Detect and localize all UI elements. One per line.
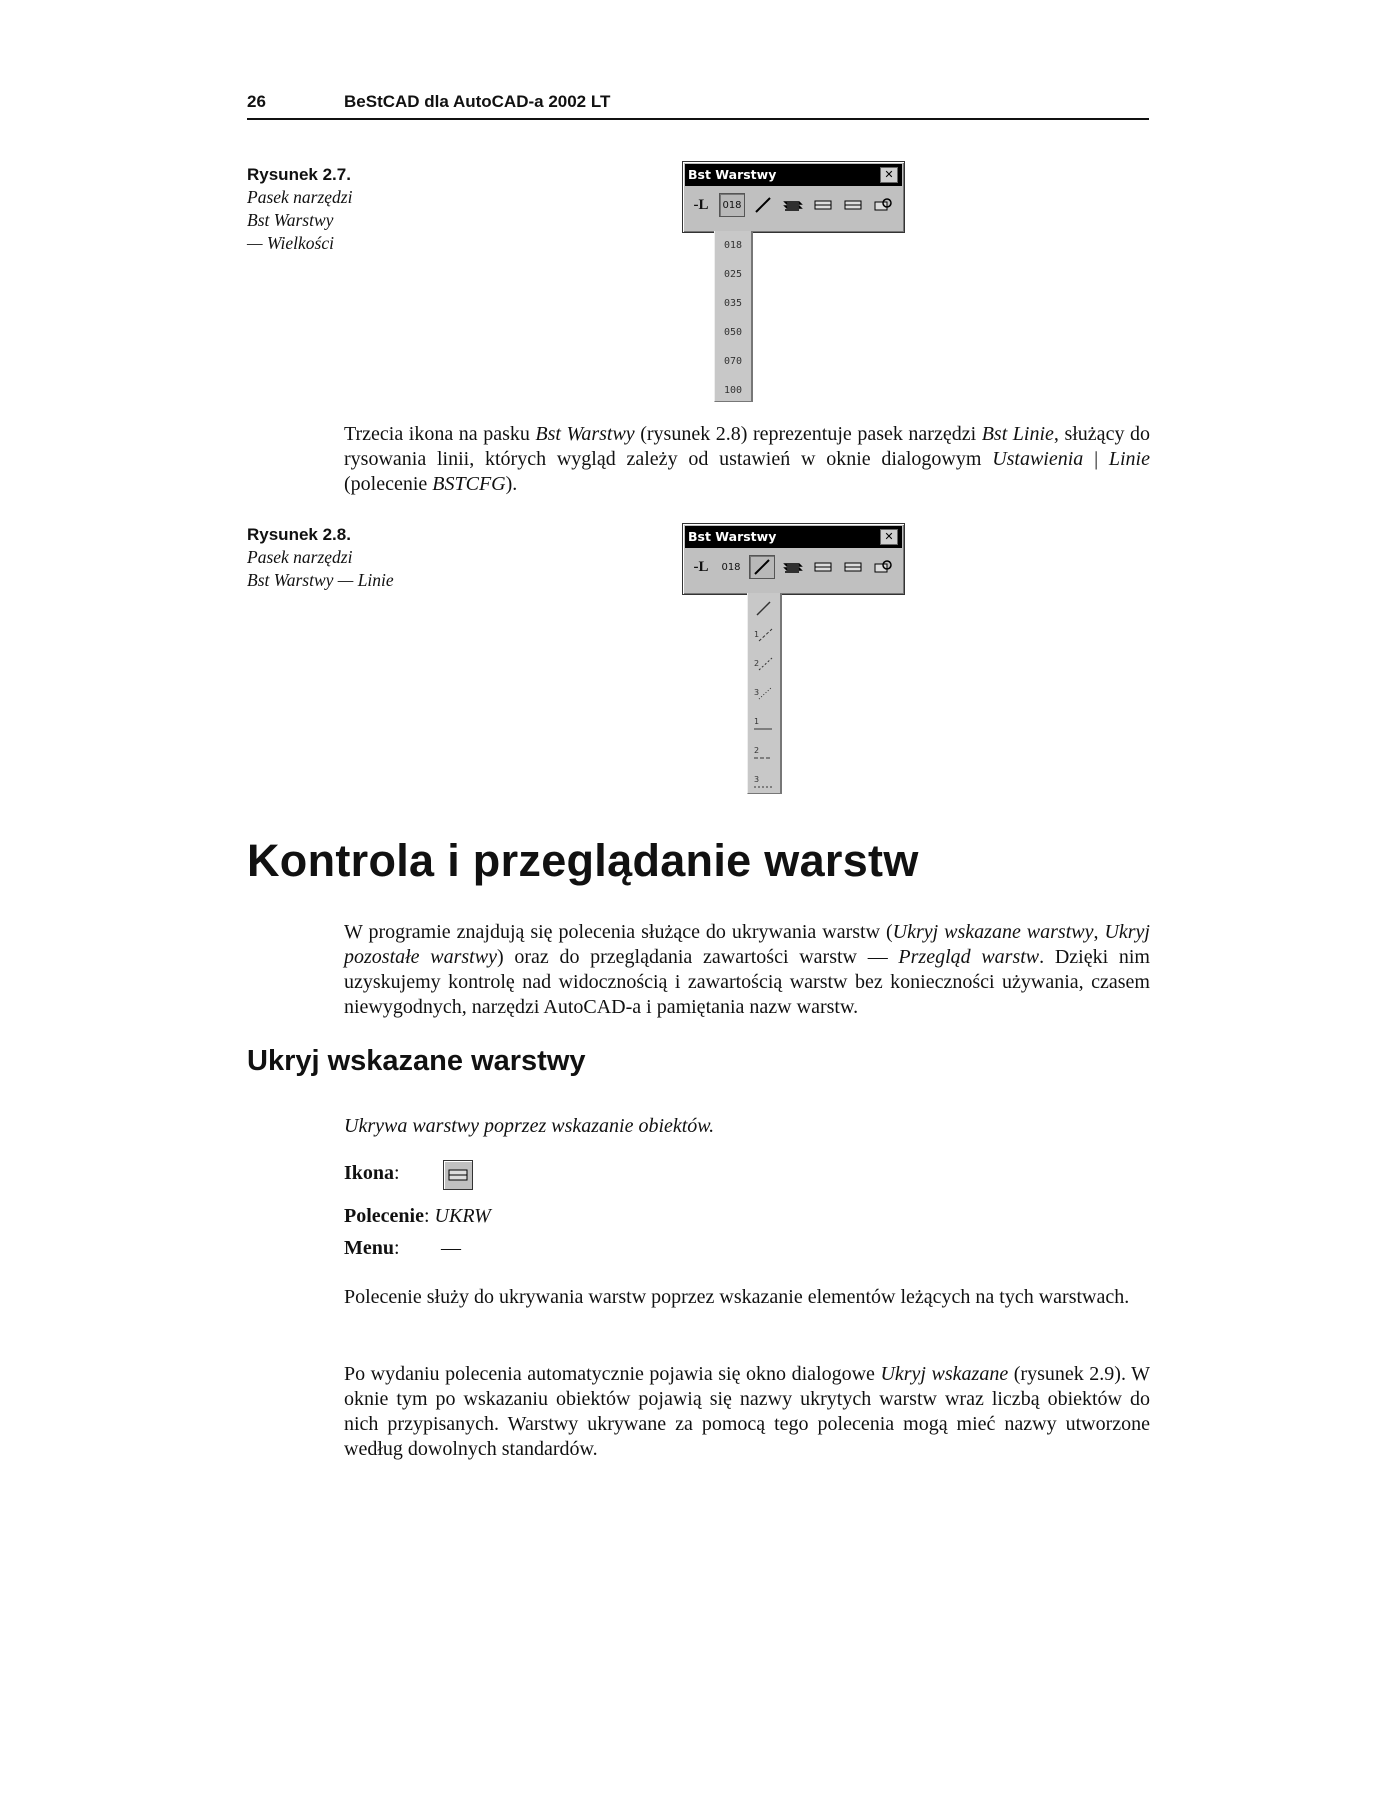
menu-label: Menu: [344, 1237, 394, 1259]
book-title: BeStCAD dla AutoCAD-a 2002 LT: [344, 92, 611, 111]
section-heading: Kontrola i przeglądanie warstw: [247, 835, 919, 886]
running-header: [247, 92, 1149, 120]
icon-row: Ikona:: [344, 1162, 400, 1184]
toolbar-title: Bst Warstwy: [688, 167, 777, 182]
toolbar-buttons: [689, 192, 895, 218]
size-icon[interactable]: [719, 556, 743, 578]
line-icon[interactable]: [749, 555, 775, 579]
size-value: 018: [721, 561, 741, 573]
paragraph: Polecenie służy do ukrywania warstw poprzez wskazanie elementów leżących na tych warstwach.: [344, 1286, 1130, 1308]
toolbar-buttons: [689, 554, 895, 580]
hide-layer-icon[interactable]: [811, 556, 835, 578]
hide-others-icon[interactable]: [841, 194, 865, 216]
close-icon[interactable]: ✕: [880, 167, 898, 183]
figure-label: Rysunek 2.7.: [247, 165, 351, 184]
hide-layer-icon[interactable]: [811, 194, 835, 216]
toolbar-window: [682, 161, 905, 233]
menu-value: —: [441, 1237, 461, 1259]
toolbar-title-bar[interactable]: [685, 526, 902, 548]
svg-text:2: 2: [754, 659, 760, 668]
paragraph: W programie znajdują się polecenia służące do ukrywania warstw (Ukryj wskazane warstwy, Ukryj pozostałe warstwy) oraz do przeglądania zawartości warstw — Przegląd warstw. Dzięki nim uzyskujemy kontrolę nad widocznością i zawartością warstw bez konieczności używania, czasem niewygodnych, narzędzi AutoCAD-a i pamiętania nazw warstw.: [344, 921, 1150, 1018]
subsection-intro: Ukrywa warstwy poprzez wskazanie obiektów.: [344, 1115, 715, 1137]
browse-layers-icon[interactable]: [871, 556, 895, 578]
hide-layer-icon[interactable]: [443, 1160, 473, 1190]
svg-text:1: 1: [754, 630, 760, 639]
toolbar-window: [682, 523, 905, 595]
svg-text:2: 2: [754, 746, 760, 755]
size-dropdown: [714, 231, 753, 402]
dropdown-item[interactable]: 018: [723, 240, 743, 251]
paragraph: Po wydaniu polecenia automatycznie pojawia się okno dialogowe Ukryj wskazane (rysunek 2.9). W oknie tym po wskazaniu obiektów pojawią się nazwy ukrytych warstw wraz liczbą obiektów do nich przypisanych. Warstwy ukrywane za pomocą tego polecenia mogą mieć nazwy utworzone według dowolnych standardów.: [344, 1363, 1150, 1460]
line-type-icons: [748, 593, 780, 793]
svg-text:3: 3: [754, 775, 760, 784]
caption-line: — Wielkości: [247, 233, 334, 253]
command-value: UKRW: [434, 1205, 491, 1227]
caption-line: Bst Warstwy: [247, 210, 334, 230]
dropdown-item[interactable]: 070: [723, 356, 743, 367]
caption-line: Bst Warstwy — Linie: [247, 570, 394, 590]
svg-text:1: 1: [754, 717, 760, 726]
layer-stack-icon[interactable]: [781, 194, 805, 216]
dropdown-item[interactable]: 035: [723, 298, 743, 309]
layer-icon[interactable]: -L: [693, 196, 709, 213]
dropdown-item[interactable]: 100: [723, 385, 743, 396]
dropdown-item[interactable]: 025: [723, 269, 743, 280]
paragraph: Trzecia ikona na pasku Bst Warstwy (rysunek 2.8) reprezentuje pasek narzędzi Bst Linie, służący do rysowania linii, których wygląd zależy od ustawień w oknie dialogowym Ustawienia | Linie (polecenie BSTCFG).: [344, 423, 1150, 495]
command-label: Polecenie: [344, 1205, 424, 1227]
caption-line: Pasek narzędzi: [247, 187, 353, 207]
line-icon[interactable]: [751, 194, 775, 216]
caption-line: Pasek narzędzi: [247, 547, 353, 567]
figure-2-8-caption: [247, 523, 447, 592]
size-value: 018: [722, 199, 742, 211]
subsection-heading: Ukryj wskazane warstwy: [247, 1045, 586, 1077]
toolbar-title-bar[interactable]: [685, 164, 902, 186]
line-type-dropdown: [747, 593, 782, 794]
icon-label: Ikona: [344, 1162, 395, 1184]
menu-row: Menu:: [344, 1237, 400, 1259]
figure-2-7-caption: [247, 163, 447, 255]
browse-layers-icon[interactable]: [871, 194, 895, 216]
figure-label: Rysunek 2.8.: [247, 525, 351, 544]
toolbar-title: Bst Warstwy: [688, 529, 777, 544]
svg-text:3: 3: [754, 688, 760, 697]
layer-stack-icon[interactable]: [781, 556, 805, 578]
layer-icon[interactable]: -L: [693, 558, 709, 575]
size-icon[interactable]: [719, 193, 745, 217]
command-row: Polecenie: UKRW: [344, 1205, 491, 1227]
dropdown-item[interactable]: 050: [723, 327, 743, 338]
hide-others-icon[interactable]: [841, 556, 865, 578]
page-number: 26: [247, 92, 266, 111]
close-icon[interactable]: ✕: [880, 529, 898, 545]
